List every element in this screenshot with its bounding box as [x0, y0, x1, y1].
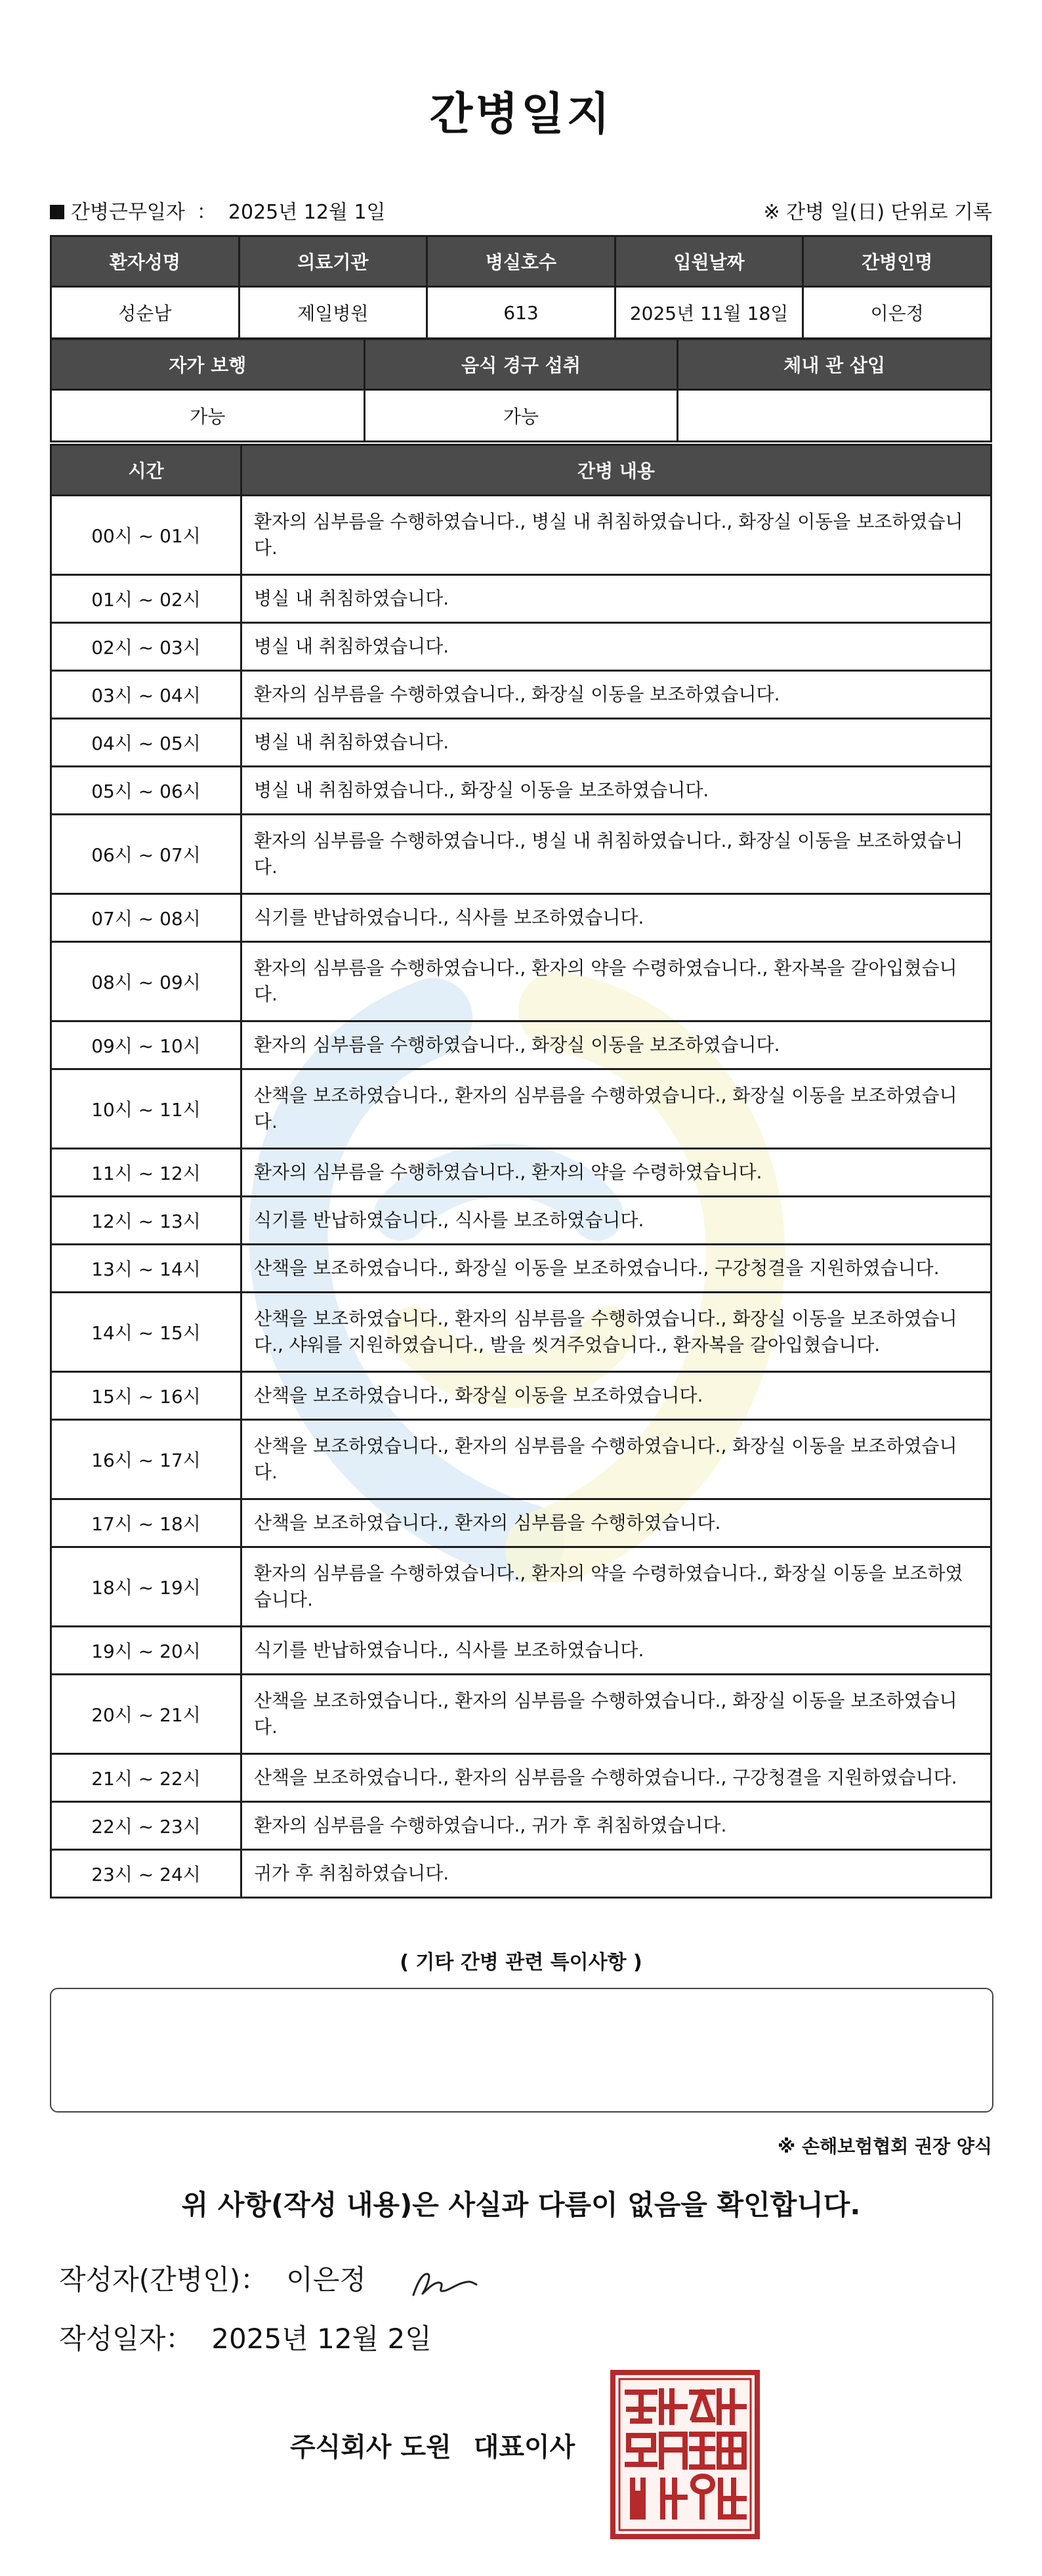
time-cell: 15시 ~ 16시	[51, 1372, 241, 1420]
time-cell: 19시 ~ 20시	[51, 1627, 241, 1675]
time-cell: 14시 ~ 15시	[51, 1293, 241, 1372]
care-content-cell: 병실 내 취침하였습니다.	[241, 719, 991, 767]
care-content-cell: 산책을 보조하였습니다., 환자의 심부름을 수행하였습니다., 화장실 이동을 보조하였습니다.	[241, 1420, 991, 1499]
table-row	[51, 1754, 991, 1802]
care-content-cell: 환자의 심부름을 수행하였습니다., 귀가 후 취침하였습니다.	[241, 1802, 991, 1850]
work-date-group	[50, 196, 386, 225]
care-log-table	[50, 444, 992, 1899]
header-time: 시간	[51, 445, 241, 496]
time-cell: 20시 ~ 21시	[51, 1675, 241, 1754]
care-content-cell: 병실 내 취침하였습니다., 화장실 이동을 보조하였습니다.	[241, 767, 991, 815]
time-cell: 00시 ~ 01시	[51, 496, 241, 575]
care-content-cell: 환자의 심부름을 수행하였습니다., 병실 내 취침하였습니다., 화장실 이동을 보조하였습니다.	[241, 815, 991, 894]
care-content-cell: 귀가 후 취침하였습니다.	[241, 1850, 991, 1898]
header-oral-intake: 음식 경구 섭취	[364, 339, 678, 390]
time-cell: 13시 ~ 14시	[51, 1245, 241, 1293]
admission-date-value: 2025년 11월 18일	[615, 287, 803, 339]
care-content-cell: 환자의 심부름을 수행하였습니다., 환자의 약을 수령하였습니다.	[241, 1149, 991, 1197]
written-date-label: 작성일자：	[59, 2323, 194, 2355]
table-row	[51, 1197, 991, 1245]
time-cell: 05시 ~ 06시	[51, 767, 241, 815]
header-room-number: 병실호수	[427, 236, 615, 287]
care-content-cell: 산책을 보조하였습니다., 환자의 심부름을 수행하였습니다.	[241, 1499, 991, 1547]
header-caregiver-name: 간병인명	[803, 236, 991, 287]
patient-info-table	[50, 235, 992, 339]
time-cell: 11시 ~ 12시	[51, 1149, 241, 1197]
care-log-header-row	[51, 445, 991, 496]
work-date-value: 2025년 12월 1일	[228, 201, 386, 224]
table-row	[51, 1850, 991, 1898]
time-cell: 09시 ~ 10시	[51, 1021, 241, 1069]
care-content-cell: 환자의 심부름을 수행하였습니다., 환자의 약을 수령하였습니다., 화장실 이동을 보조하였습니다.	[241, 1547, 991, 1627]
care-content-cell: 산책을 보조하였습니다., 화장실 이동을 보조하였습니다.	[241, 1372, 991, 1420]
care-content-cell: 병실 내 취침하였습니다.	[241, 575, 991, 623]
time-cell: 03시 ~ 04시	[51, 671, 241, 719]
time-cell: 23시 ~ 24시	[51, 1850, 241, 1898]
patient-status-table	[50, 338, 992, 442]
time-cell: 10시 ~ 11시	[51, 1069, 241, 1149]
header-hospital: 의료기관	[239, 236, 427, 287]
table-row	[51, 575, 991, 623]
table-row	[51, 1802, 991, 1850]
time-cell: 08시 ~ 09시	[51, 942, 241, 1021]
table-row	[51, 815, 991, 894]
care-content-cell: 산책을 보조하였습니다., 환자의 심부름을 수행하였습니다., 화장실 이동을 보조하였습니다., 샤워를 지원하였습니다., 발을 씻겨주었습니다., 환자복을 갈아입혔습니다.	[241, 1293, 991, 1372]
table-row	[51, 767, 991, 815]
care-content-cell: 병실 내 취침하였습니다.	[241, 623, 991, 671]
time-cell: 06시 ~ 07시	[51, 815, 241, 894]
time-cell: 07시 ~ 08시	[51, 894, 241, 942]
time-cell: 17시 ~ 18시	[51, 1499, 241, 1547]
header-care-content: 간병 내용	[241, 445, 991, 496]
table-row	[51, 671, 991, 719]
work-date-row	[50, 196, 992, 222]
company-seal-icon	[609, 2369, 761, 2541]
care-content-cell: 식기를 반납하였습니다., 식사를 보조하였습니다.	[241, 1627, 991, 1675]
representative-title: 대표이사	[473, 2432, 575, 2462]
care-content-cell: 환자의 심부름을 수행하였습니다., 병실 내 취침하였습니다., 화장실 이동을 보조하였습니다.	[241, 496, 991, 575]
care-content-cell: 산책을 보조하였습니다., 화장실 이동을 보조하였습니다., 구강청결을 지원하였습니다.	[241, 1245, 991, 1293]
time-cell: 04시 ~ 05시	[51, 719, 241, 767]
self-walking-value: 가능	[51, 390, 365, 442]
header-patient-name: 환자성명	[51, 236, 240, 287]
header-self-walking: 자가 보행	[51, 339, 365, 390]
patient-info-value-row	[51, 287, 991, 339]
care-content-cell: 산책을 보조하였습니다., 환자의 심부름을 수행하였습니다., 화장실 이동을 보조하였습니다.	[241, 1069, 991, 1149]
care-content-cell: 환자의 심부름을 수행하였습니다., 화장실 이동을 보조하였습니다.	[241, 1021, 991, 1069]
record-unit-note: ※ 간병 일(日) 단위로 기록	[763, 201, 992, 224]
table-row	[51, 719, 991, 767]
hospital-value: 제일병원	[239, 287, 427, 339]
care-content-cell: 식기를 반납하였습니다., 식사를 보조하였습니다.	[241, 894, 991, 942]
square-bullet-icon	[50, 205, 64, 219]
work-date-colon: ：	[196, 201, 217, 224]
recommended-form-note: ※ 손해보험협회 권장 양식	[778, 2136, 992, 2157]
header-tube-insertion: 체내 관 삽입	[678, 339, 991, 390]
time-cell: 01시 ~ 02시	[51, 575, 241, 623]
table-row	[51, 1149, 991, 1197]
tube-insertion-value	[678, 390, 991, 442]
header-admission-date: 입원날짜	[615, 236, 803, 287]
signature-icon	[408, 2264, 480, 2303]
patient-status-value-row	[51, 390, 991, 442]
table-row	[51, 1420, 991, 1499]
table-row	[51, 1021, 991, 1069]
writer-label: 작성자(간병인)：	[59, 2264, 268, 2296]
time-cell: 16시 ~ 17시	[51, 1420, 241, 1499]
table-row	[51, 1499, 991, 1547]
table-row	[51, 1627, 991, 1675]
table-row	[51, 894, 991, 942]
care-content-cell: 산책을 보조하였습니다., 환자의 심부름을 수행하였습니다., 구강청결을 지원하였습니다.	[241, 1754, 991, 1802]
oral-intake-value: 가능	[364, 390, 678, 442]
company-name: 주식회사 도원	[290, 2432, 451, 2462]
care-content-cell: 환자의 심부름을 수행하였습니다., 환자의 약을 수령하였습니다., 환자복을 갈아입혔습니다.	[241, 942, 991, 1021]
care-content-cell: 환자의 심부름을 수행하였습니다., 화장실 이동을 보조하였습니다.	[241, 671, 991, 719]
special-notes-title: ( 기타 간병 관련 특이사항 )	[400, 1951, 642, 1974]
table-row	[51, 496, 991, 575]
special-notes-box	[50, 1988, 993, 2113]
writer-name: 이은정	[286, 2264, 366, 2296]
time-cell: 18시 ~ 19시	[51, 1547, 241, 1627]
written-date-line	[59, 2317, 432, 2357]
company-line	[290, 2426, 575, 2464]
table-row	[51, 1547, 991, 1627]
time-cell: 22시 ~ 23시	[51, 1802, 241, 1850]
caregiver-name-value: 이은정	[803, 287, 991, 339]
patient-info-header-row	[51, 236, 991, 287]
table-row	[51, 1069, 991, 1149]
table-row	[51, 1675, 991, 1754]
table-row	[51, 1245, 991, 1293]
table-row	[51, 1293, 991, 1372]
care-content-cell: 산책을 보조하였습니다., 환자의 심부름을 수행하였습니다., 화장실 이동을 보조하였습니다.	[241, 1675, 991, 1754]
document-title: 간병일지	[429, 89, 613, 140]
writer-line	[59, 2258, 366, 2298]
time-cell: 12시 ~ 13시	[51, 1197, 241, 1245]
work-date-label: 간병근무일자	[71, 201, 185, 224]
patient-status-header-row	[51, 339, 991, 390]
time-cell: 21시 ~ 22시	[51, 1754, 241, 1802]
time-cell: 02시 ~ 03시	[51, 623, 241, 671]
table-row	[51, 1372, 991, 1420]
table-row	[51, 623, 991, 671]
table-row	[51, 942, 991, 1021]
room-number-value: 613	[427, 287, 615, 339]
care-content-cell: 식기를 반납하였습니다., 식사를 보조하였습니다.	[241, 1197, 991, 1245]
confirmation-statement: 위 사항(작성 내용)은 사실과 다름이 없음을 확인합니다.	[181, 2189, 861, 2221]
patient-name-value: 성순남	[51, 287, 240, 339]
written-date-value: 2025년 12월 2일	[211, 2323, 432, 2355]
